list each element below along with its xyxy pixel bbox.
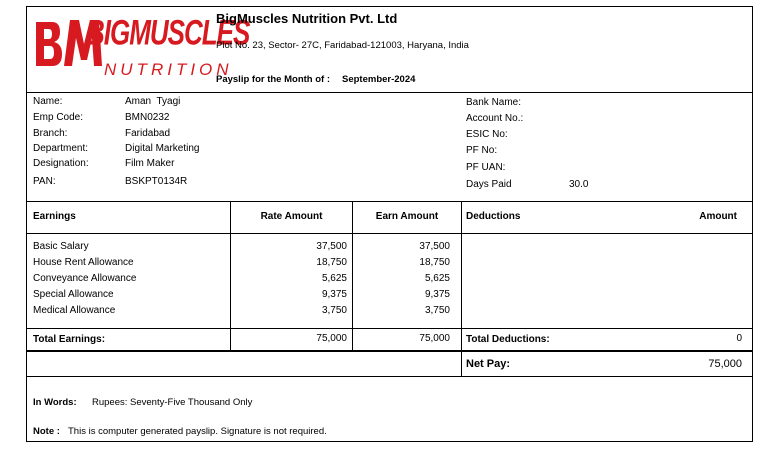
net-pay-value: 75,000 <box>708 358 742 370</box>
branch-label: Branch: <box>33 128 68 139</box>
earning-row-name: Special Allowance <box>33 289 114 300</box>
account-label: Account No.: <box>466 113 524 124</box>
earnings-header: Earnings <box>33 211 76 222</box>
earning-row-rate: 3,750 <box>321 305 347 316</box>
department-label: Department: <box>33 143 89 154</box>
designation-label: Designation: <box>33 158 89 169</box>
earning-row-earn: 37,500 <box>419 241 450 252</box>
totals-top-divider <box>26 328 753 329</box>
company-logo <box>34 10 250 88</box>
pf-uan-label: PF UAN: <box>466 162 506 173</box>
note-label: Note : <box>33 426 60 437</box>
emp-code-value: BMN0232 <box>125 112 170 123</box>
pf-label: PF No: <box>466 145 498 156</box>
earning-row-earn: 18,750 <box>419 257 450 268</box>
earning-row-rate: 37,500 <box>316 241 347 252</box>
logo-text-top: BIGMUSCLES <box>86 12 250 53</box>
payslip-month: September-2024 <box>342 74 416 85</box>
amount-header: Amount <box>699 211 737 222</box>
earning-row-rate: 18,750 <box>316 257 347 268</box>
deductions-header: Deductions <box>466 211 521 222</box>
frame-top <box>26 6 753 7</box>
days-paid-value: 30.0 <box>569 179 589 190</box>
in-words-value: Rupees: Seventy-Five Thousand Only <box>92 397 253 408</box>
payslip-label: Payslip for the Month of : <box>216 74 330 85</box>
pan-label: PAN: <box>33 176 56 187</box>
designation-value: Film Maker <box>125 158 175 169</box>
days-paid-label: Days Paid <box>466 179 512 190</box>
earn-amount-header: Earn Amount <box>375 211 439 222</box>
earning-row-earn: 3,750 <box>424 305 450 316</box>
total-earnings-label: Total Earnings: <box>33 334 106 345</box>
net-pay-label: Net Pay: <box>466 358 511 370</box>
header-divider <box>26 92 753 93</box>
esic-label: ESIC No: <box>466 129 508 140</box>
total-deductions-value: 0 <box>736 333 742 344</box>
table-header-divider <box>26 233 753 234</box>
bank-name-label: Bank Name: <box>466 97 522 108</box>
logo-text-bottom: NUTRITION <box>104 60 233 79</box>
totals-bottom-divider <box>26 350 753 352</box>
col-line-deductions <box>461 201 462 377</box>
company-name: BigMuscles Nutrition Pvt. Ltd <box>216 11 398 26</box>
company-address: Plot No. 23, Sector- 27C, Faridabad-121003, Haryana, India <box>216 40 469 51</box>
col-line-earn <box>352 201 353 351</box>
netpay-divider <box>26 376 753 377</box>
earning-row-earn: 9,375 <box>424 289 450 300</box>
total-rate-value: 75,000 <box>316 333 347 344</box>
frame-bottom <box>26 441 753 442</box>
earning-row-name: Basic Salary <box>33 241 89 252</box>
pan-value: BSKPT0134R <box>125 176 188 187</box>
earning-row-earn: 5,625 <box>424 273 450 284</box>
col-line-rate <box>230 201 231 351</box>
department-value: Digital Marketing <box>125 143 200 154</box>
branch-value: Faridabad <box>125 128 171 139</box>
in-words-label: In Words: <box>33 397 77 408</box>
earning-row-rate: 5,625 <box>321 273 347 284</box>
total-earn-value: 75,000 <box>419 333 450 344</box>
emp-code-label: Emp Code: <box>33 112 84 123</box>
total-deductions-label: Total Deductions: <box>466 334 550 345</box>
info-divider <box>26 201 753 202</box>
name-value: Aman Tyagi <box>125 96 181 107</box>
note-text: This is computer generated payslip. Signature is not required. <box>68 426 327 437</box>
earning-row-rate: 9,375 <box>321 289 347 300</box>
earning-row-name: House Rent Allowance <box>33 257 134 268</box>
earning-row-name: Conveyance Allowance <box>33 273 137 284</box>
rate-amount-header: Rate Amount <box>260 211 323 222</box>
earning-row-name: Medical Allowance <box>33 305 116 316</box>
name-label: Name: <box>33 96 63 107</box>
